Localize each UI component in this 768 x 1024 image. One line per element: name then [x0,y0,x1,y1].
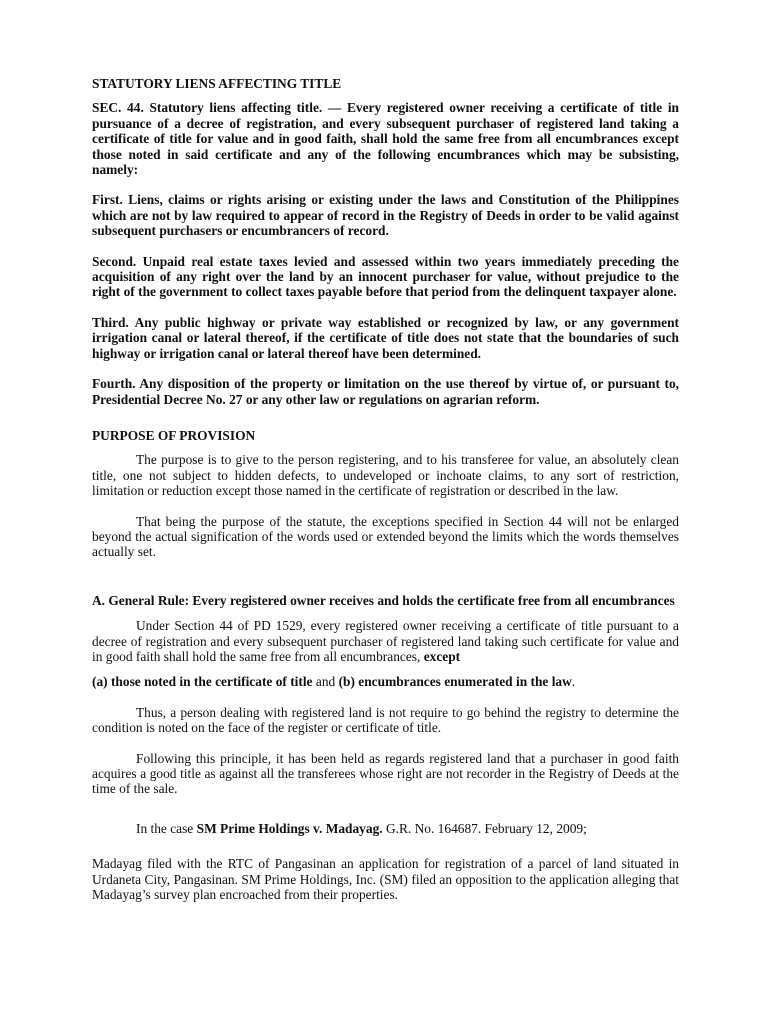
general-rule-text: Under Section 44 of PD 1529, every registered owner receiving a certificate of title pursuant to a decree of registration and every subsequent purchaser of registered land taking such certificate for value and in good faith shall hold the same free from all encumbrances, [92,618,679,664]
first-encumbrance-paragraph: First. Liens, claims or rights arising or existing under the laws and Constitution of the Philippines which are not by law required to appear of record in the Registry of Deeds in order to be valid against subsequent purchasers or encumbrancers of record. [92,192,679,239]
following-paragraph: Following this principle, it has been held as regards registered land that a purchaser in good faith acquires a good title as against all the transferees whose right are not recorder in the Registry of Deeds at the time of the sale. [92,750,679,797]
case-citation: G.R. No. 164687. February 12, 2009; [385,820,587,836]
case-name: SM Prime Holdings v. Madayag. [196,820,383,836]
thus-paragraph: Thus, a person dealing with registered land is not require to go behind the registry to determine the condition is noted on the face of the register or certificate of title. [92,704,679,736]
exceptions-line [92,674,679,689]
case-prefix: In the case [136,820,194,836]
exception-and: and [315,674,336,690]
exception-b: (b) encumbrances enumerated in the law [338,674,572,690]
purpose-paragraph-1: The purpose is to give to the person registering, and to his transferee for value, an absolutely clean title, one not subject to hidden defects, to undeveloped or inchoate claims, to any sort of restriction, limitation or reduction except those named in the certificate of registration or described in the law. [92,452,679,499]
third-encumbrance-paragraph: Third. Any public highway or private way established or recognized by law, or any government irrigation canal or lateral thereof, if the certificate of title does not state that the boundaries of such highway or irrigation canal or lateral thereof have been determined. [92,314,679,361]
section-heading-statutory-liens: STATUTORY LIENS AFFECTING TITLE [92,76,342,91]
exception-a: (a) those noted in the certificate of title [92,674,313,690]
madayag-paragraph: Madayag filed with the RTC of Pangasinan an application for registration of a parcel of land situated in Urdaneta City, Pangasinan. SM Prime Holdings, Inc. (SM) filed an opposition to the application alleging that Madayag’s survey plan encroached from their properties. [92,856,679,903]
sec-44-paragraph: SEC. 44. Statutory liens affecting title. — Every registered owner receiving a certificate of title in pursuance of a decree of registration, and every subsequent purchaser of registered land taking a certificate of title for value and in good faith, shall hold the same free from all encumbrances except those noted in said certificate and any of the following encumbrances which may be subsisting, namely: [92,100,679,178]
document-page [92,76,679,902]
general-rule-heading: A. General Rule: Every registered owner receives and holds the certificate free from all encumbrances [92,592,675,608]
purpose-paragraph-2: That being the purpose of the statute, the exceptions specified in Section 44 will not be enlarged beyond the actual signification of the words used or extended beyond the limits which the words themselves actually set. [92,513,679,560]
fourth-encumbrance-paragraph: Fourth. Any disposition of the property or limitation on the use thereof by virtue of, or pursuant to, Presidential Decree No. 27 or any other law or regulations on agrarian reform. [92,376,679,407]
section-heading-purpose: PURPOSE OF PROVISION [92,427,256,443]
general-rule-paragraph [92,618,679,664]
case-reference-line [92,821,679,836]
second-encumbrance-paragraph: Second. Unpaid real estate taxes levied and assessed within two years immediately preceding the acquisition of any right over the land by an innocent purchaser for value, without prejudice to the right of the government to collect taxes payable before that period from the delinquent taxpayer alone. [92,253,679,300]
except-word: except [423,648,461,664]
exception-end: . [571,674,576,690]
